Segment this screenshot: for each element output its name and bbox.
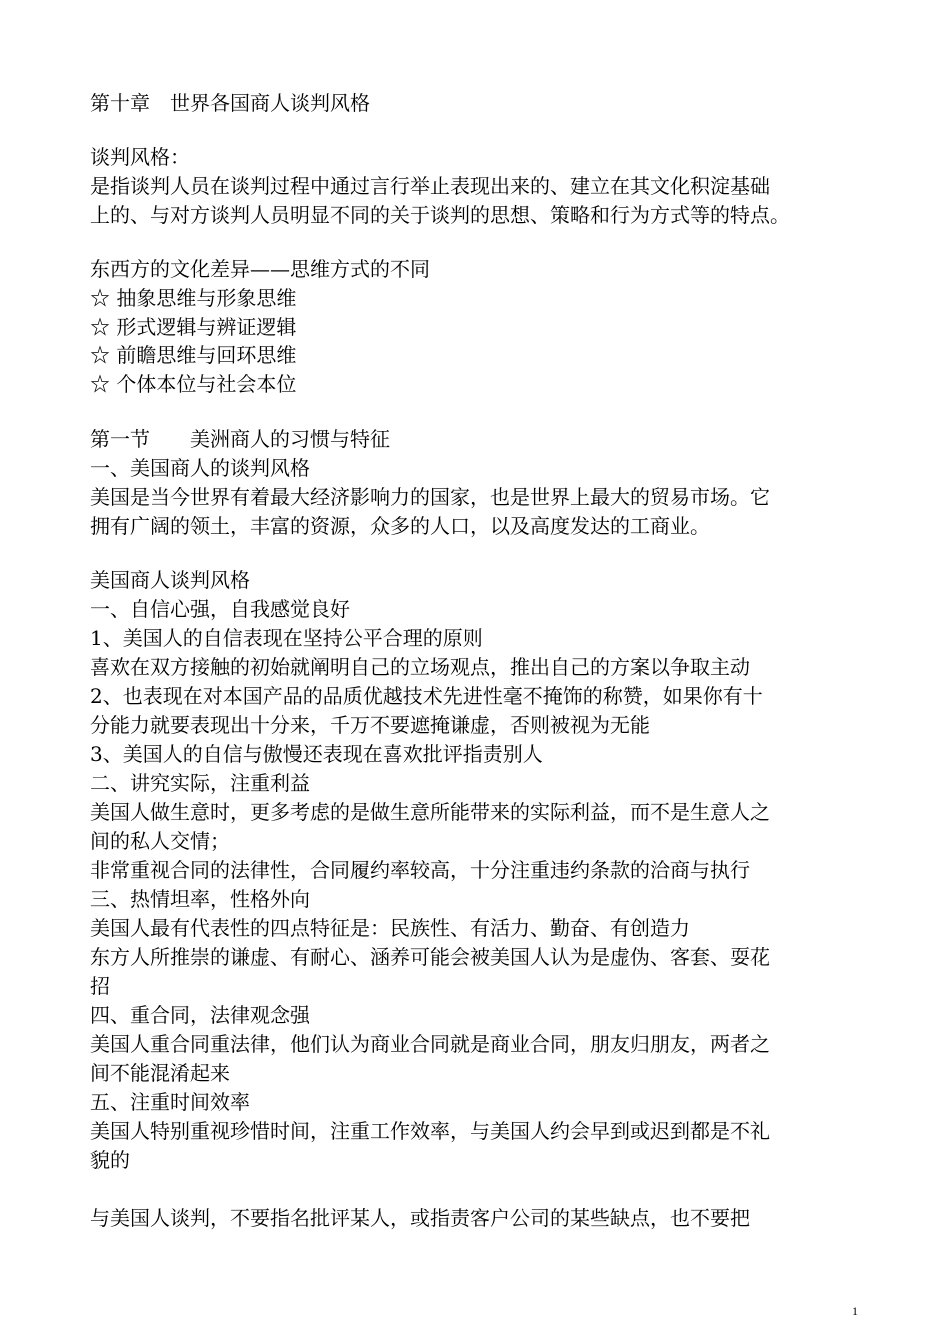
section-subtitle: 一、美国商人的谈判风格 xyxy=(90,456,310,480)
style-line: 美国人做生意时，更多考虑的是做生意所能带来的实际利益，而不是生意人之 xyxy=(90,800,770,824)
style-line: 四、重合同，法律观念强 xyxy=(90,1003,310,1027)
style-line: 东方人所推崇的谦虚、有耐心、涵养可能会被美国人认为是虚伪、客套、耍花 xyxy=(90,945,770,969)
culture-item: ☆ 形式逻辑与辨证逻辑 xyxy=(90,315,297,339)
definition-line: 是指谈判人员在谈判过程中通过言行举止表现出来的、建立在其文化积淀基础 xyxy=(90,174,770,198)
style-line: 1、美国人的自信表现在坚持公平合理的原则 xyxy=(90,626,483,650)
style-line: 美国人特别重视珍惜时间，注重工作效率，与美国人约会早到或迟到都是不礼 xyxy=(90,1119,770,1143)
style-line: 分能力就要表现出十分来，千万不要遮掩谦虚，否则被视为无能 xyxy=(90,713,650,737)
chapter-title: 第十章 世界各国商人谈判风格 xyxy=(90,91,370,115)
style-line: 非常重视合同的法律性，合同履约率较高，十分注重违约条款的洽商与执行 xyxy=(90,858,750,882)
style-heading: 美国商人谈判风格 xyxy=(90,568,250,592)
style-line: 3、美国人的自信与傲慢还表现在喜欢批评指责别人 xyxy=(90,742,543,766)
style-line: 五、注重时间效率 xyxy=(90,1090,250,1114)
style-line: 一、自信心强，自我感觉良好 xyxy=(90,597,350,621)
intro-line: 拥有广阔的领土，丰富的资源，众多的人口，以及高度发达的工商业。 xyxy=(90,514,710,538)
intro-line: 美国是当今世界有着最大经济影响力的国家，也是世界上最大的贸易市场。它 xyxy=(90,485,770,509)
style-line: 2、也表现在对本国产品的品质优越技术先进性毫不掩饰的称赞，如果你有十 xyxy=(90,684,763,708)
closing-line: 与美国人谈判，不要指名批评某人，或指责客户公司的某些缺点，也不要把 xyxy=(90,1206,750,1230)
style-line: 貌的 xyxy=(90,1148,130,1172)
definition-line: 上的、与对方谈判人员明显不同的关于谈判的思想、策略和行为方式等的特点。 xyxy=(90,203,790,227)
page-number: 1 xyxy=(852,1304,858,1318)
style-line: 招 xyxy=(90,974,110,998)
style-line: 间的私人交情； xyxy=(90,829,230,853)
culture-item: ☆ 抽象思维与形象思维 xyxy=(90,286,297,310)
culture-item: ☆ 个体本位与社会本位 xyxy=(90,372,297,396)
style-line: 喜欢在双方接触的初始就阐明自己的立场观点，推出自己的方案以争取主动 xyxy=(90,655,750,679)
style-line: 美国人重合同重法律，他们认为商业合同就是商业合同，朋友归朋友，两者之 xyxy=(90,1032,770,1056)
style-line: 二、讲究实际，注重利益 xyxy=(90,771,310,795)
style-line: 间不能混淆起来 xyxy=(90,1061,230,1085)
style-line: 美国人最有代表性的四点特征是：民族性、有活力、勤奋、有创造力 xyxy=(90,916,690,940)
culture-item: ☆ 前瞻思维与回环思维 xyxy=(90,343,297,367)
culture-heading: 东西方的文化差异——思维方式的不同 xyxy=(90,257,430,281)
style-line: 三、热情坦率，性格外向 xyxy=(90,887,310,911)
definition-heading: 谈判风格： xyxy=(90,145,190,169)
section-title: 第一节 美洲商人的习惯与特征 xyxy=(90,427,390,451)
